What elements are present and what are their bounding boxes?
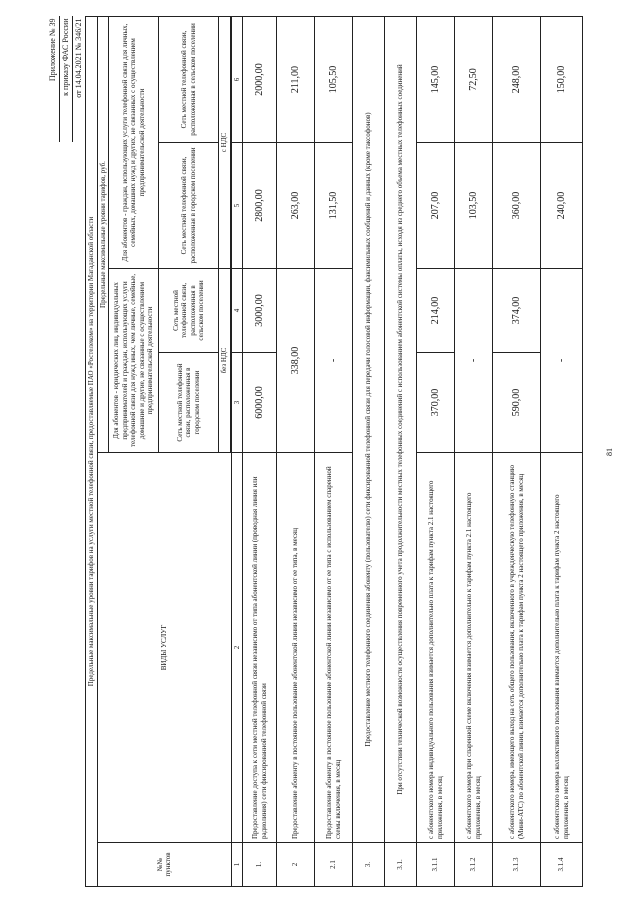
table-row: 1. Предоставление доступа к сети местной телефонной связи независимо от типа абонентской линии (проводная линия или радиолиния) сети фиксированной телефонной связи 6000,00 3000,00 2800,00 2000,00 xyxy=(243,17,277,887)
table-row: 3.1.2 с абонентского номера при спаренной схеме включения взимается дополнительно к тарифам пункта 2.1 настоящего приложения, в месяц - 103,50 72,50 xyxy=(455,17,493,887)
table-row: 2.1 Предоставление абоненту в постоянное пользование абонентской линии независимо от ее типа с использованием спаренной схемы включения, в месяц - 131,50 105,50 xyxy=(315,17,353,887)
table-row: 3.1. При отсутствии технической возможности осуществления повременного учета продолжительности местных телефонных соединений с использованием абонентской системы оплаты, исходя из среднего объема местных телефонных соединений xyxy=(385,17,417,887)
rotated-document-page xyxy=(25,12,615,892)
col-index-6: 6 xyxy=(231,17,243,143)
service-text: с абонентского номера при спаренной схеме включения взимается дополнительно к тарифам пункта 2.1 настоящего приложения, в месяц xyxy=(455,453,493,843)
table-row: 3. Предоставление местного телефонного соединения абоненту (пользователю) сети фиксированной телефонной связи для передачи голосовой информации, факсимильных сообщений и данных (кроме таксофонов) xyxy=(353,17,385,887)
service-text: с абонентского номера индивидуального пользования взимается дополнительно плата к тарифам пункта 2.1 настоящего приложения, в месяц xyxy=(417,453,455,843)
sub-urban-individual: Сеть местной телефонной связи, расположенная в городском поселении xyxy=(159,143,219,269)
no-vat-label: без НДС xyxy=(219,269,231,453)
appendix-title: Приложение № 39 xyxy=(47,17,60,143)
table-caption: Предельные максимальные уровни тарифов на услуги местной телефонной связи, предоставляемые ПАО «Ростелеком» на территории Магаданской области xyxy=(86,17,98,887)
service-text: Предоставление абоненту в постоянное пользование абонентской линии независимо от ее типа, в месяц xyxy=(277,453,315,843)
col-index-5: 5 xyxy=(231,143,243,269)
group-individual-header: Для абонентов - граждан, использующих услуги телефонной связи для личных, семейных, домашних нужд и других, не связанных с осуществлением предпринимательской деятельности xyxy=(109,17,159,269)
col-index-2: 2 xyxy=(231,453,243,843)
col-index-3: 3 xyxy=(231,353,243,453)
table-row: 3.1.4 с абонентского номера коллективного пользования взимается дополнительно плата к тарифам пункта 2 настоящего приложения, в месяц - 240,00 150,00 xyxy=(541,17,583,887)
col-num-header: №№ пунктов xyxy=(97,843,231,887)
service-text: с абонентского номера коллективного пользования взимается дополнительно плата к тарифам пункта 2 настоящего приложения, в месяц xyxy=(541,453,583,843)
table-row: 3.1.3 с абонентского номера, имеющего выход на сеть общего пользования, включенного в учрежденческую телефонную станцию (Мини-АТС) по абонентской линии, взимается дополнительно плата к тарифам пункта 2 настоящего приложения, в месяц 590,00 374,00 360,00 248,00 xyxy=(493,17,541,887)
page-number: 81 xyxy=(605,448,614,456)
service-text: Предоставление абоненту в постоянное пользование абонентской линии независимо от ее типа с использованием спаренной схемы включения, в месяц xyxy=(315,453,353,843)
sub-rural-legal: Сеть местной телефонной связи, расположенная в сельском поселении xyxy=(159,269,219,353)
table-row: 2 Предоставление абоненту в постоянное пользование абонентской линии независимо от ее типа, в месяц 338,00 263,00 211,00 xyxy=(277,17,315,887)
col-service-header: ВИДЫ УСЛУГ xyxy=(97,453,231,843)
col-index-4: 4 xyxy=(231,269,243,353)
service-text: с абонентского номера, имеющего выход на сеть общего пользования, включенного в учрежденческую телефонную станцию (Мини-АТС) по абонентской линии, взимается дополнительно плата к тарифам пункта 2 настоящего приложения, в месяц xyxy=(493,453,541,843)
with-vat-label: с НДС xyxy=(219,17,231,269)
group-legal-header: Для абонентов - юридических лиц, индивидуальных предпринимателей и граждан, использующих услуги телефонной связи для нужд иных, чем личные, семейные, домашние и другие, не связанные с осуществлением предпринимательской деятельности xyxy=(109,269,159,453)
section-31-text: При отсутствии технической возможности осуществления повременного учета продолжительности местных телефонных соединений с использованием абонентской системы оплаты, исходя из среднего объема местных телефонных соединений xyxy=(385,17,417,843)
sub-rural-individual: Сеть местной телефонной связи, расположенная в сельском поселении xyxy=(159,17,219,143)
sub-urban-legal: Сеть местной телефонной связи, расположенная в городском поселении xyxy=(159,353,219,453)
tariff-header: Предельные максимальные уровни тарифов, руб. xyxy=(97,17,109,453)
appendix-order: к приказу ФАС России xyxy=(60,17,73,143)
appendix-date: от 14.04.2021 № 346/21 xyxy=(73,17,86,143)
table-row: 3.1.1 с абонентского номера индивидуального пользования взимается дополнительно плата к тарифам пункта 2.1 настоящего приложения, в месяц 370,00 214,00 207,00 145,00 xyxy=(417,17,455,887)
tariff-table xyxy=(47,16,583,887)
section-3-text: Предоставление местного телефонного соединения абоненту (пользователю) сети фиксированной телефонной связи для передачи голосовой информации, факсимильных сообщений и данных (кроме таксофонов) xyxy=(353,17,385,843)
col-index-1: 1 xyxy=(231,843,243,887)
service-text: Предоставление доступа к сети местной телефонной связи независимо от типа абонентской линии (проводная линия или радиолиния) сети фиксированной телефонной связи xyxy=(243,453,277,843)
